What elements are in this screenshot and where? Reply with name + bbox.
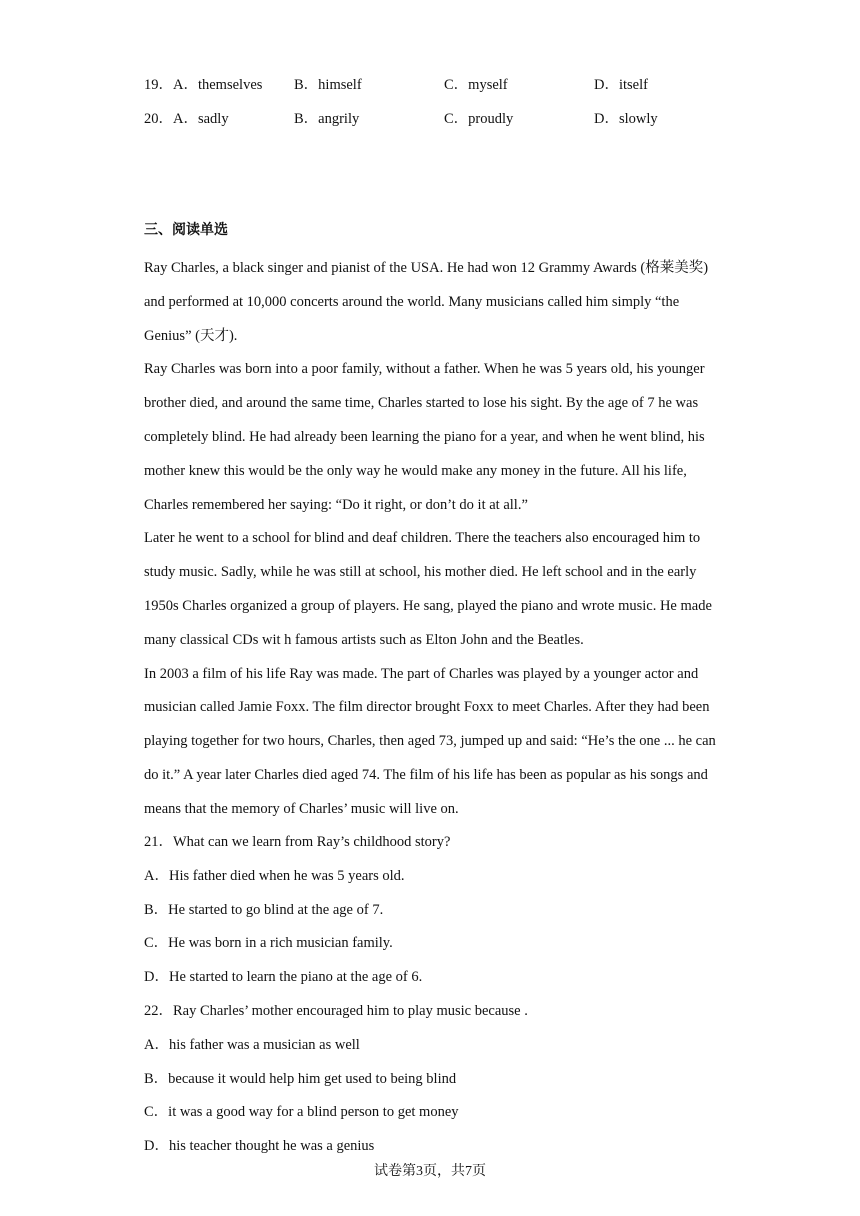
passage-paragraph: Later he went to a school for blind and deaf children. There the teachers also encouraged him to study music. Sadly, while he was still at school, his mother died. He left school and in the early 1950s Charles organized a group of players. He sang, played the piano and wrote music. He made many classical CDs wit h famous artists such as Elton John and the Beatles. (144, 530, 712, 648)
question-number: 19． (144, 77, 173, 93)
choice-row-19 (144, 73, 744, 93)
passage-paragraph: Ray Charles, a black singer and pianist of the USA. He had won 12 Grammy Awards (格莱美奖) and performed at 10,000 concerts around the world. Many musicians called him simply “the Genius” (天才). (144, 260, 709, 344)
option-b: B．himself (294, 77, 362, 93)
option-d: D．itself (594, 77, 648, 93)
question-21-option-c: C．He was born in a rich musician family. (144, 935, 393, 952)
question-22-option-c: C．it was a good way for a blind person to get money (144, 1104, 459, 1121)
question-20-options (144, 107, 229, 128)
option-c: C．myself (444, 77, 508, 93)
passage-paragraph: In 2003 a film of his life Ray was made. The part of Charles was played by a younger actor and musician called Jamie Foxx. The film director brought Foxx to meet Charles. After they had been playing together for two hours, Charles, then aged 73, jumped up and said: “He’s the one ... he can do it.” A year later Charles died aged 74. The film of his life has been as popular as his songs and means that the memory of Charles’ music will live on. (144, 665, 716, 817)
question-number: 20． (144, 111, 173, 127)
option-a: A．themselves (173, 77, 263, 93)
question-stem-22: 22．Ray Charles’ mother encouraged him to play music because . (144, 1002, 528, 1019)
option-d: D．slowly (594, 111, 658, 127)
question-21-option-b: B．He started to go blind at the age of 7. (144, 901, 384, 918)
passage-paragraph: Ray Charles was born into a poor family, without a father. When he was 5 years old, his younger brother died, and around the same time, Charles started to lose his sight. By the age of 7 he was completely blind. He had already been learning the piano for a year, and when he went blind, his mother knew this would be the only way he would make any money in the future. All his life, Charles remembered her saying: “Do it right, or don’t do it at all.” (144, 361, 705, 513)
section-heading: 三、阅读单选 (144, 222, 228, 238)
option-c: C．proudly (444, 111, 514, 127)
option-b: B．angrily (294, 111, 360, 127)
choice-row-20 (144, 107, 744, 127)
question-19-options (144, 73, 262, 94)
question-22-option-b: B．because it would help him get used to being blind (144, 1070, 457, 1087)
question-21-option-a: A．His father died when he was 5 years old. (144, 867, 405, 884)
reading-passage (144, 252, 722, 827)
option-a: A．sadly (173, 111, 229, 127)
question-list (144, 826, 722, 1164)
question-22-option-d: D．his teacher thought he was a genius (144, 1138, 375, 1155)
question-21-option-d: D．He started to learn the piano at the age of 6. (144, 969, 423, 986)
page-footer: 试卷第3页，共7页 (374, 1164, 486, 1179)
question-22-option-a: A．his father was a musician as well (144, 1036, 360, 1053)
question-stem-21: 21．What can we learn from Ray’s childhood story? (144, 834, 451, 850)
